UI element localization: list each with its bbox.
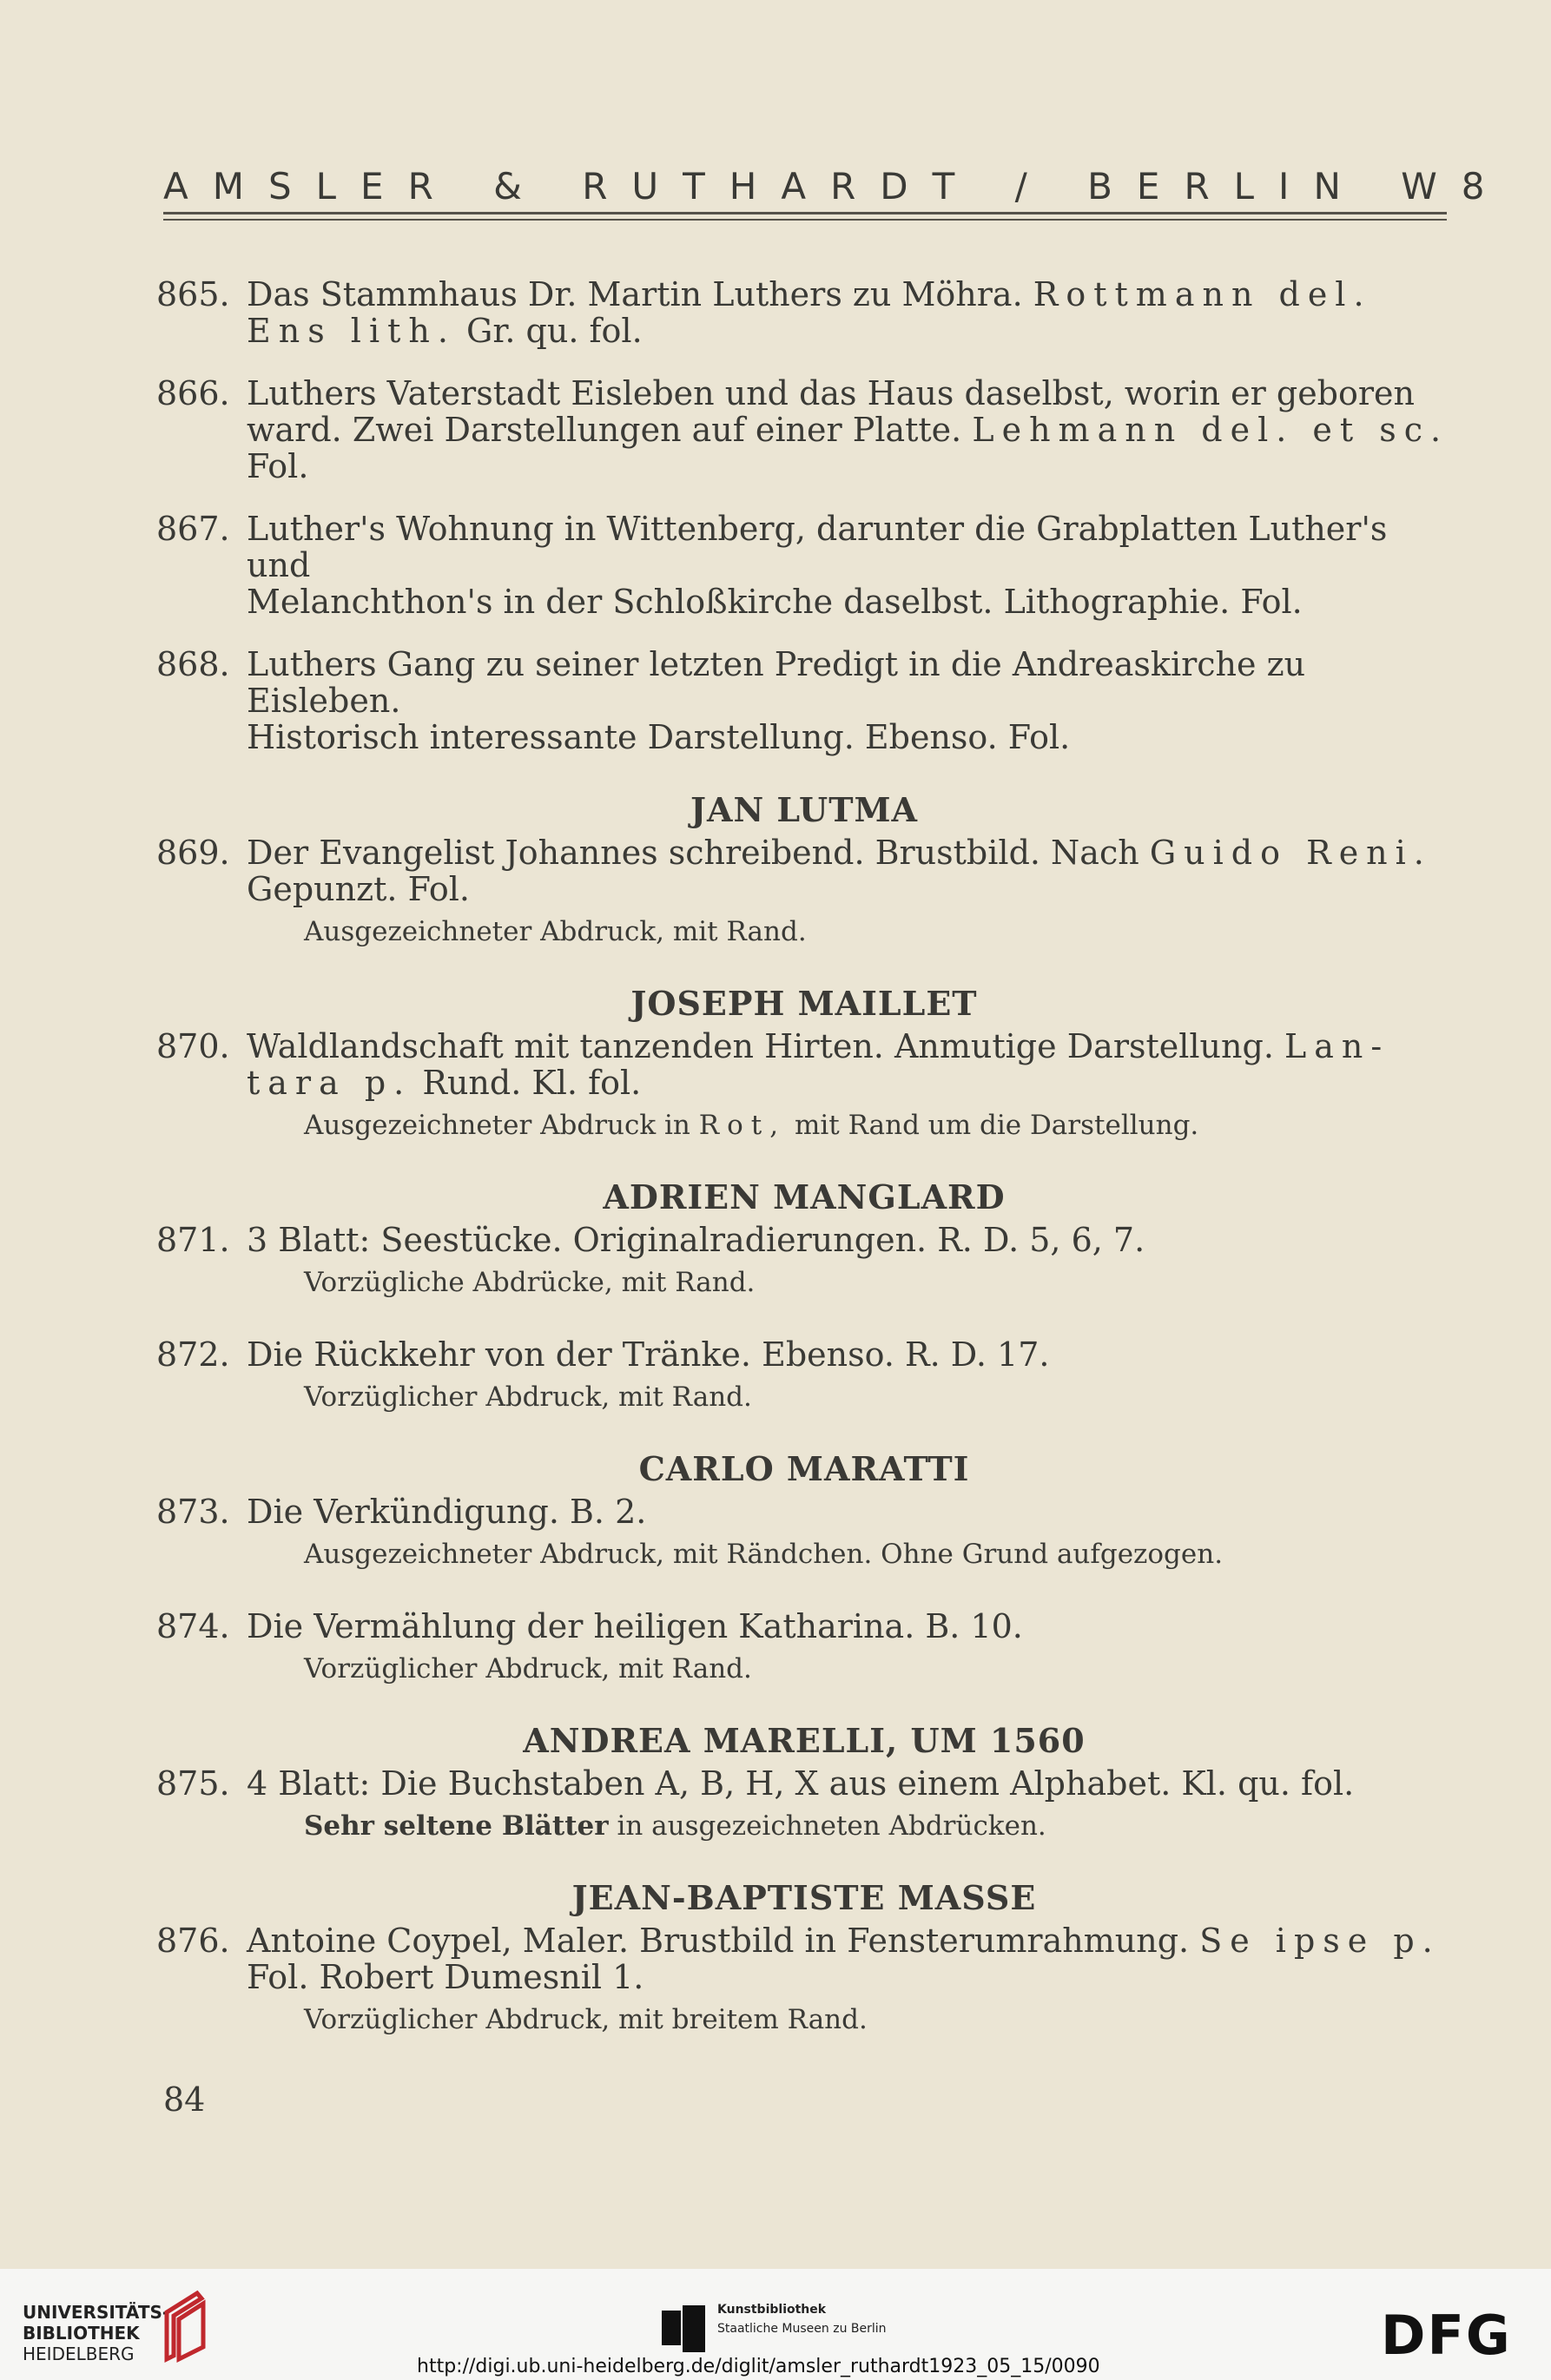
artist-heading: ADRIEN MANGLARD bbox=[603, 1177, 1006, 1216]
kb-line: Kunstbibliothek bbox=[717, 2303, 827, 2317]
digitization-footer bbox=[0, 2269, 1551, 2380]
catalog-entry bbox=[156, 1765, 1452, 1802]
note-text: mit Rand um die Darstellung. bbox=[794, 1110, 1199, 1141]
entry-text: Die Rückkehr von der Tränke. Ebenso. R. D. 17. bbox=[247, 1335, 1050, 1374]
entry-text: Historisch interessante Darstellung. Ebenso. Fol. bbox=[247, 718, 1071, 756]
entry-text: Antoine Coypel, Maler. Brustbild in Fensterumrahmung. bbox=[247, 1922, 1190, 1960]
condition-note: Ausgezeichneter Abdruck, mit Rand. bbox=[304, 916, 807, 947]
kunstbibliothek-logo-icon bbox=[662, 2305, 705, 2352]
ub-heidelberg-label bbox=[23, 2302, 169, 2364]
entry-text: Fol. bbox=[247, 447, 309, 485]
header-rule bbox=[163, 219, 1447, 221]
artist-credit: Lehmann del. et sc. bbox=[972, 411, 1449, 449]
entry-number: 867. bbox=[156, 510, 230, 548]
ub-line: BIBLIOTHEK bbox=[23, 2323, 140, 2344]
ub-heidelberg-logo-icon bbox=[149, 2286, 219, 2364]
catalog-entry bbox=[156, 1336, 1452, 1373]
artist-heading: JOSEPH MAILLET bbox=[630, 984, 978, 1023]
entry-text: Rund. Kl. fol. bbox=[422, 1064, 642, 1102]
catalog-entry bbox=[156, 834, 1452, 907]
catalog-entry bbox=[156, 1028, 1452, 1101]
note-text: Ausgezeichneter Abdruck in bbox=[304, 1110, 690, 1141]
ub-line: UNIVERSITÄTS- bbox=[23, 2302, 170, 2323]
ub-line: HEIDELBERG bbox=[23, 2344, 135, 2364]
condition-note: Vorzüglicher Abdruck, mit breitem Rand. bbox=[304, 2004, 868, 2035]
entry-number: 875. bbox=[156, 1764, 230, 1803]
entry-text: Die Vermählung der heiligen Katharina. B. 10. bbox=[247, 1607, 1023, 1645]
entry-number: 871. bbox=[156, 1221, 230, 1259]
header-rule bbox=[163, 212, 1447, 214]
entry-text: 3 Blatt: Seestücke. Originalradierungen. R. D. 5, 6, 7. bbox=[247, 1221, 1145, 1259]
note-text: in ausgezeichneten Abdrücken. bbox=[617, 1810, 1046, 1842]
catalog-entry bbox=[156, 1222, 1452, 1258]
running-header: AMSLER & RUTHARDT / BERLIN W8 bbox=[163, 165, 1509, 208]
entry-text: Luther's Wohnung in Wittenberg, darunter die Grabplatten Luther's und bbox=[247, 510, 1388, 584]
entry-text: 4 Blatt: Die Buchstaben A, B, H, X aus einem Alphabet. Kl. qu. fol. bbox=[247, 1764, 1355, 1803]
catalog-entry bbox=[156, 276, 1452, 349]
entry-text: ward. Zwei Darstellungen auf einer Platte. bbox=[247, 411, 962, 449]
artist-credit: tara p. bbox=[247, 1064, 412, 1102]
condition-note: Ausgezeichneter Abdruck, mit Rändchen. Ohne Grund aufgezogen. bbox=[304, 1539, 1224, 1570]
entry-text: Die Verkündigung. B. 2. bbox=[247, 1493, 647, 1531]
condition-note: Vorzüglicher Abdruck, mit Rand. bbox=[304, 1381, 752, 1413]
entry-number: 869. bbox=[156, 834, 230, 872]
entry-number: 866. bbox=[156, 374, 230, 412]
note-emphasis: Rot, bbox=[698, 1110, 787, 1141]
catalog-entry bbox=[156, 1493, 1452, 1530]
artist-heading: JAN LUTMA bbox=[690, 790, 919, 829]
catalog-entry bbox=[156, 1608, 1452, 1645]
permalink-url[interactable]: http://digi.ub.uni-heidelberg.de/diglit/amsler_ruthardt1923_05_15/0090 bbox=[417, 2356, 1100, 2377]
entry-number: 870. bbox=[156, 1027, 230, 1065]
entry-number: 874. bbox=[156, 1607, 230, 1645]
artist-credit: Rottmann del. bbox=[1033, 275, 1372, 313]
kunstbibliothek-label bbox=[717, 2300, 887, 2338]
entry-number: 876. bbox=[156, 1922, 230, 1960]
catalog-entry bbox=[156, 511, 1452, 620]
dfg-logo: DFG bbox=[1381, 2304, 1512, 2367]
entry-text: Gr. qu. fol. bbox=[466, 312, 643, 350]
entry-text: Das Stammhaus Dr. Martin Luthers zu Möhra. bbox=[247, 275, 1023, 313]
condition-note: Vorzügliche Abdrücke, mit Rand. bbox=[304, 1267, 756, 1298]
artist-credit: Lan- bbox=[1284, 1027, 1390, 1065]
entry-number: 872. bbox=[156, 1335, 230, 1374]
entry-text: Luthers Vaterstadt Eisleben und das Haus daselbst, worin er geboren bbox=[247, 374, 1416, 412]
artist-credit: Guido Reni. bbox=[1149, 834, 1432, 872]
condition-note: Vorzüglicher Abdruck, mit Rand. bbox=[304, 1653, 752, 1684]
catalog-entry bbox=[156, 375, 1452, 485]
entry-text: Fol. Robert Dumesnil 1. bbox=[247, 1958, 644, 1996]
entry-text: Melanchthon's in der Schloßkirche daselbst. Lithographie. Fol. bbox=[247, 583, 1303, 621]
entry-number: 865. bbox=[156, 275, 230, 313]
entry-text: Der Evangelist Johannes schreibend. Brustbild. Nach bbox=[247, 834, 1139, 872]
artist-heading: JEAN-BAPTISTE MASSE bbox=[571, 1878, 1037, 1917]
entry-text: Luthers Gang zu seiner letzten Predigt in die Andreaskirche zu Eisleben. bbox=[247, 645, 1306, 720]
entry-text: Gepunzt. Fol. bbox=[247, 870, 470, 908]
page-number: 84 bbox=[163, 2080, 206, 2119]
condition-note bbox=[304, 1108, 1452, 1143]
artist-credit: Ens lith. bbox=[247, 312, 456, 350]
entry-number: 868. bbox=[156, 645, 230, 683]
catalog-entry bbox=[156, 1922, 1452, 1995]
entry-number: 873. bbox=[156, 1493, 230, 1531]
artist-heading: ANDREA MARELLI, UM 1560 bbox=[523, 1721, 1086, 1760]
kb-line: Staatliche Museen zu Berlin bbox=[717, 2322, 887, 2336]
entry-text: Waldlandschaft mit tanzenden Hirten. Anmutige Darstellung. bbox=[247, 1027, 1274, 1065]
condition-note bbox=[304, 1809, 1452, 1843]
artist-credit: Se ipse p. bbox=[1199, 1922, 1441, 1960]
note-emphasis: Sehr seltene Blätter bbox=[304, 1810, 609, 1842]
catalog-entries bbox=[156, 276, 1452, 2037]
catalog-entry bbox=[156, 646, 1452, 755]
artist-heading: CARLO MARATTI bbox=[638, 1449, 970, 1488]
